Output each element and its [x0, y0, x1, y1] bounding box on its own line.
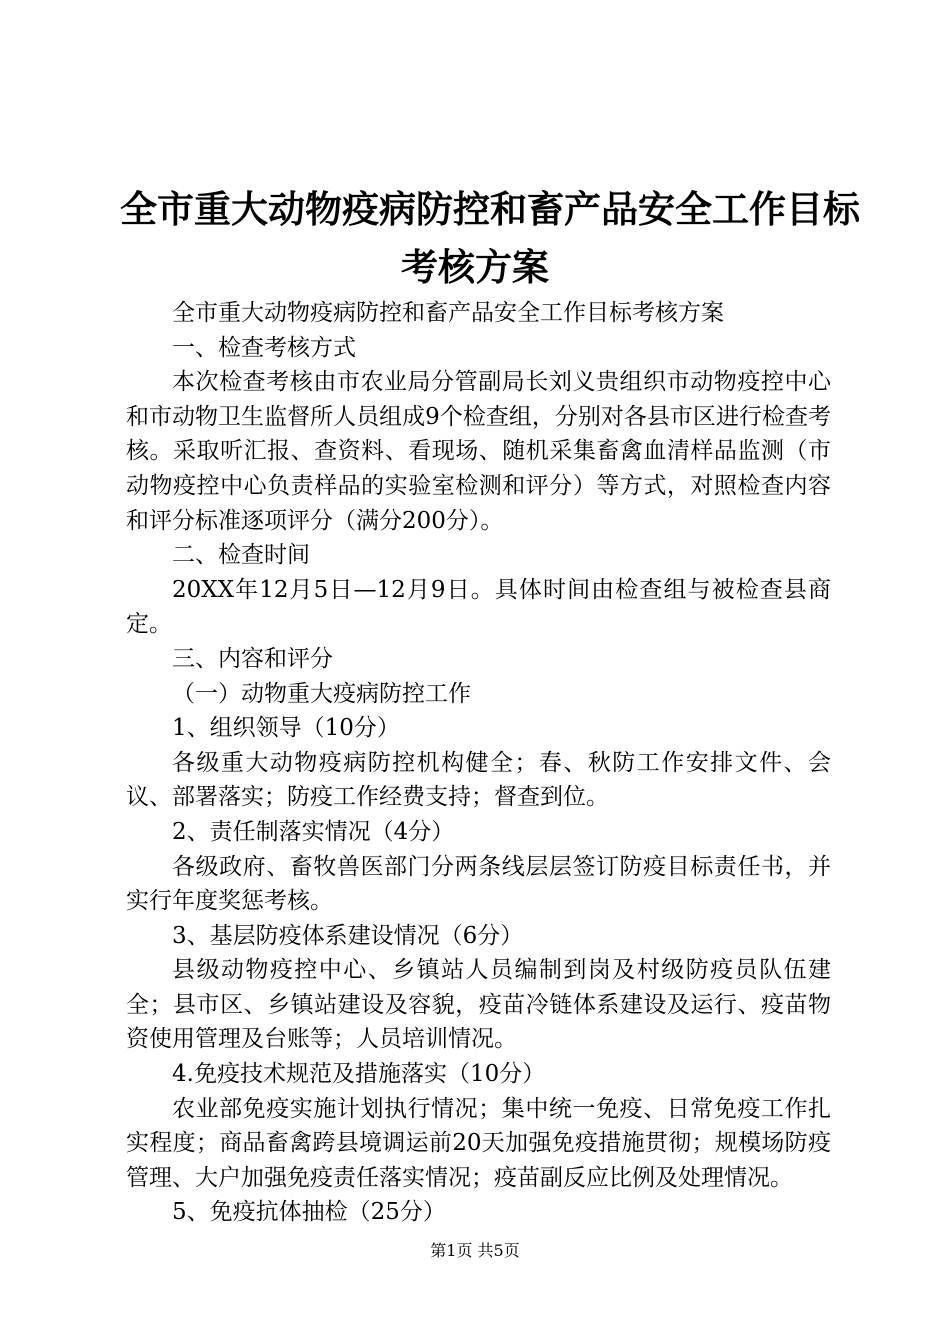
paragraph: 各级重大动物疫病防控机构健全；春、秋防工作安排文件、会议、部署落实；防疫工作经费支持；督查到位。 [126, 749, 831, 811]
document-body [126, 296, 831, 1230]
section-heading-3: 三、内容和评分 [172, 645, 333, 672]
paragraph: 20XX年12月5日—12月9日。具体时间由检查组与被检查县商定。 [126, 576, 831, 638]
paragraph-subtitle: 全市重大动物疫病防控和畜产品安全工作目标考核方案 [172, 300, 724, 326]
item-heading: 4.免疫技术规范及措施落实（10分） [172, 1061, 546, 1088]
document-title-line-1: 全市重大动物疫病防控和畜产品安全工作目标 [120, 188, 860, 231]
item-heading: 5、免疫抗体抽检（25分） [172, 1199, 446, 1226]
item-heading: 3、基层防疫体系建设情况（6分） [172, 922, 524, 949]
paragraph: 农业部免疫实施计划执行情况；集中统一免疫、日常免疫工作扎实程度；商品畜禽跨县境调运前20天加强免疫措施贯彻；规模场防疫管理、大户加强免疫责任落实情况；疫苗副反应比例及处理情况。 [126, 1095, 831, 1191]
item-heading: 2、责任制落实情况（4分） [172, 818, 455, 845]
section-heading-2: 二、检查时间 [172, 542, 310, 569]
paragraph: 县级动物疫控中心、乡镇站人员编制到岗及村级防疫员队伍建全；县市区、乡镇站建设及容貌，疫苗冷链体系建设及运行、疫苗物资使用管理及台账等；人员培训情况。 [126, 957, 831, 1053]
subsection-heading: （一）动物重大疫病防控工作 [172, 680, 471, 707]
section-heading-1: 一、检查考核方式 [172, 334, 356, 361]
paragraph: 各级政府、畜牧兽医部门分两条线层层签订防疫目标责任书，并实行年度奖惩考核。 [126, 853, 831, 915]
page-number-footer: 第1页 共5页 [430, 1241, 520, 1260]
item-heading: 1、组织领导（10分） [172, 715, 400, 742]
paragraph: 本次检查考核由市农业局分管副局长刘义贵组织市动物疫控中心和市动物卫生监督所人员组成9个检查组，分别对各县市区进行检查考核。采取听汇报、查资料、看现场、随机采集畜禽血清样品监测（市动物疫控中心负责样品的实验室检测和评分）等方式，对照检查内容和评分标准逐项评分（满分200分）。 [126, 369, 831, 534]
document-title-line-2: 考核方案 [401, 246, 549, 289]
